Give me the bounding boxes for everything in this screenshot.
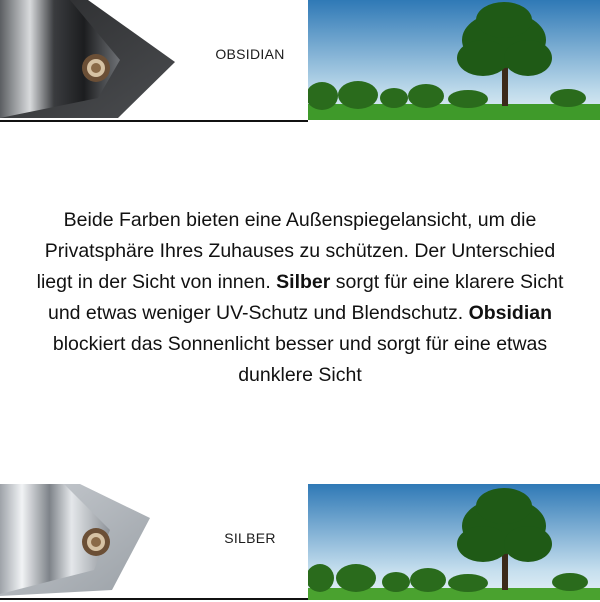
top-divider-line	[0, 120, 308, 122]
description-text-1: Beide Farben bieten eine Außenspiegelansicht, um die Privatsphäre Ihres Zuhauses zu schützen. Der Unterschied liegt in der Sicht von innen.	[36, 209, 556, 293]
landscape-photo-bottom	[308, 484, 600, 600]
obsidian-film-roll-image	[0, 0, 180, 122]
description-silber-highlight: Silber	[276, 271, 331, 293]
silber-row	[0, 478, 600, 602]
landscape-photo-top	[308, 0, 600, 120]
obsidian-label: OBSIDIAN	[215, 46, 285, 62]
silber-film-roll-image	[0, 478, 180, 600]
obsidian-row	[0, 0, 600, 124]
description-text-2: sorgt für eine klarere Sicht und etwas weniger UV-Schutz und Blendschutz.	[47, 271, 564, 324]
color-comparison-description	[30, 205, 570, 391]
description-text-3: blockiert das Sonnenlicht besser und sorgt für eine etwas dunklere Sicht	[52, 333, 548, 386]
description-obsidian-highlight: Obsidian	[468, 302, 552, 324]
silber-label: SILBER	[224, 530, 276, 546]
